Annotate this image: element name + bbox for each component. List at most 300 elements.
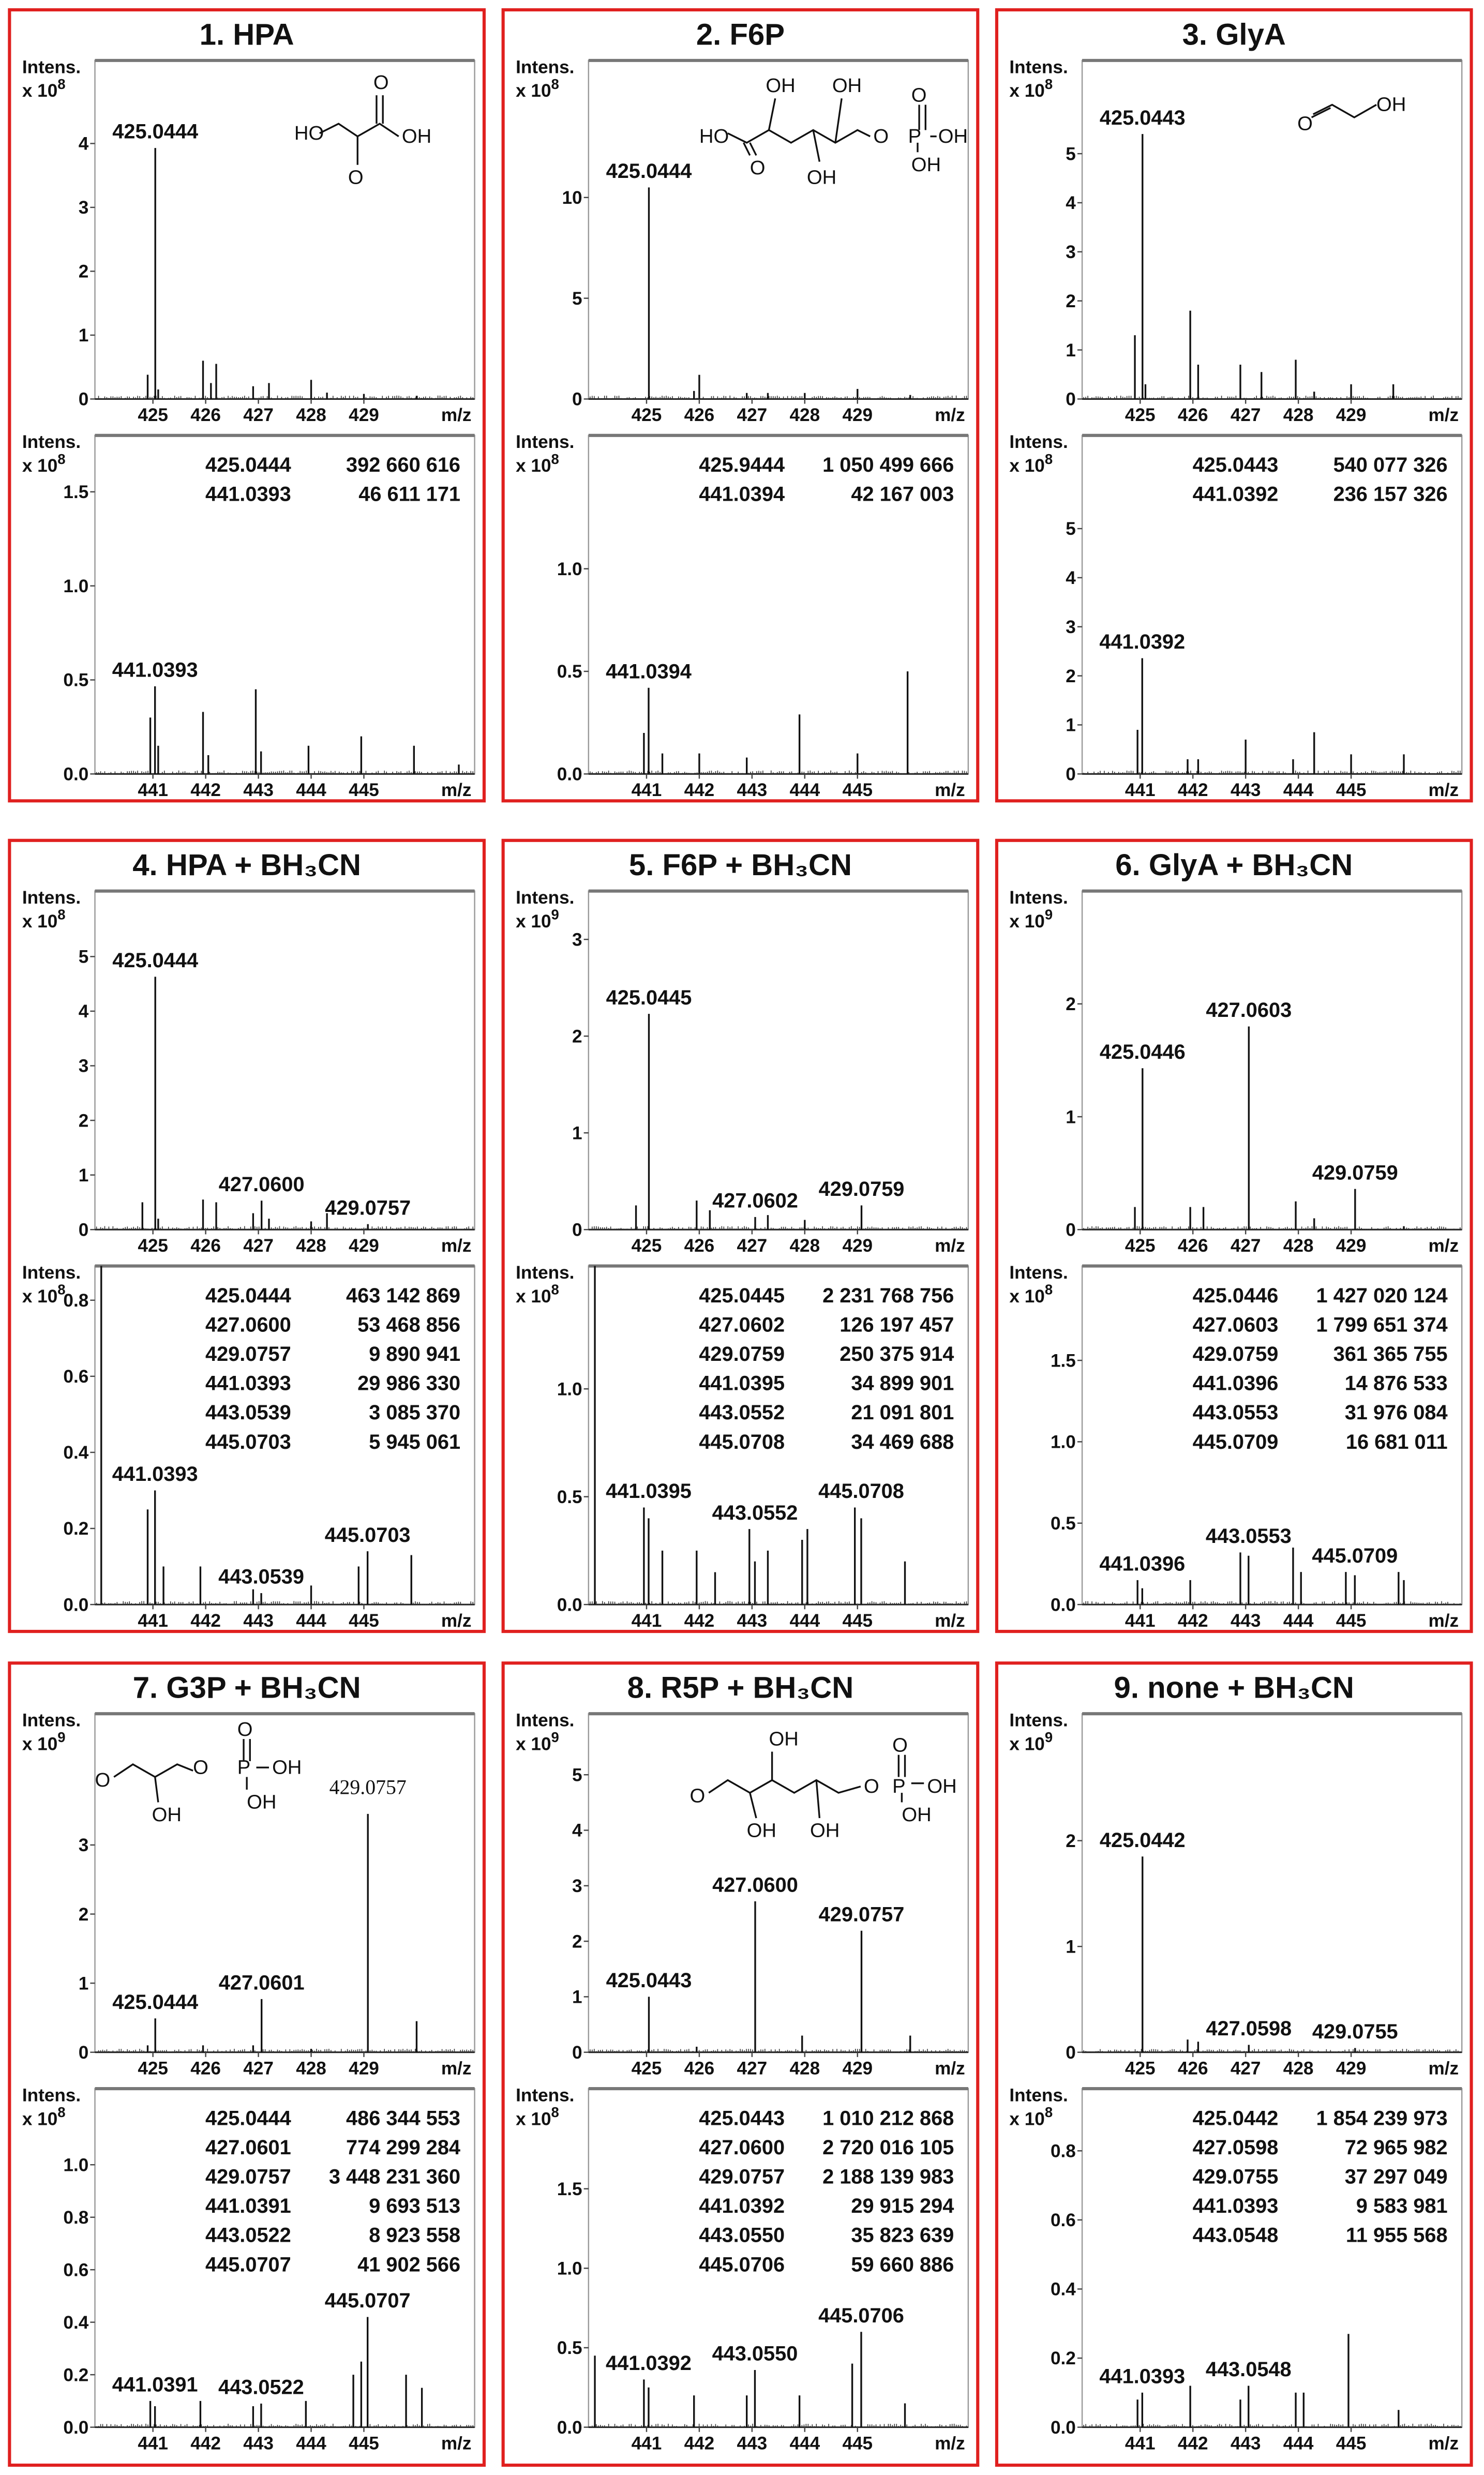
multiplier-exponent: 8 <box>57 76 66 92</box>
peak-label: 443.0553 <box>1205 1525 1292 1548</box>
peak-label: 429.0755 <box>1312 2020 1398 2044</box>
y-tick-label: 0.0 <box>63 764 89 785</box>
x-axis-unit: m/z <box>935 1610 965 1631</box>
y-tick-label: 1.5 <box>63 482 89 503</box>
y-tick-label: 0.4 <box>63 1443 89 1463</box>
y-tick-label: 2 <box>1066 291 1076 311</box>
x-tick-label: 442 <box>190 780 221 801</box>
multiplier-exponent: 8 <box>551 2104 559 2121</box>
y-tick-label: 0.8 <box>63 1290 89 1311</box>
y-tick-label: 1 <box>572 1123 582 1144</box>
x-tick-label: 445 <box>842 1610 873 1631</box>
x-tick-label: 443 <box>737 2433 768 2454</box>
table-mz: 443.0539 <box>205 1401 291 1424</box>
atom-label: O <box>95 1768 111 1791</box>
y-tick-label: 5 <box>572 1765 582 1786</box>
peak-label: 425.0444 <box>112 1990 199 2014</box>
x-tick-label: 445 <box>842 2433 873 2454</box>
table-intensity: 31 976 084 <box>1344 1401 1448 1424</box>
multiplier-base: x 10 <box>516 1286 551 1307</box>
peak-label: 441.0391 <box>112 2373 198 2396</box>
y-tick-label: 1 <box>78 1165 89 1186</box>
x-tick-label: 441 <box>138 2433 169 2454</box>
y-tick-label: 1 <box>1066 715 1076 736</box>
x-tick-label: 425 <box>138 1236 169 1256</box>
peak-label: 441.0393 <box>1099 2365 1186 2388</box>
table-mz: 427.0600 <box>699 2136 785 2159</box>
y-tick-label: 1 <box>78 1973 89 1994</box>
multiplier-exponent: 8 <box>57 1281 66 1298</box>
x-tick-label: 441 <box>138 1610 169 1631</box>
peak-label: 425.0446 <box>1099 1040 1186 1063</box>
x-tick-label: 428 <box>789 405 820 426</box>
y-tick-label: 2 <box>78 1111 89 1131</box>
peak-label: 443.0522 <box>218 2376 304 2399</box>
x-tick-label: 445 <box>349 1610 379 1631</box>
peak-label: 427.0602 <box>712 1189 798 1212</box>
multiplier-exponent: 9 <box>551 1729 559 1746</box>
x-tick-label: 444 <box>296 2433 326 2454</box>
multiplier-base: x 10 <box>516 911 551 932</box>
table-mz: 443.0548 <box>1192 2224 1279 2247</box>
x-tick-label: 445 <box>349 780 379 801</box>
atom-label: O <box>689 1784 706 1807</box>
atom-label: O <box>1297 112 1313 135</box>
x-axis-unit: m/z <box>935 780 965 801</box>
table-mz: 425.0446 <box>1192 1284 1279 1307</box>
x-tick-label: 425 <box>1125 2058 1156 2079</box>
y-tick-label: 1.0 <box>1050 1432 1076 1452</box>
y-tick-label: 0.8 <box>63 2207 89 2228</box>
panel-1 <box>9 10 484 801</box>
multiplier-base: x 10 <box>1009 1286 1045 1307</box>
multiplier-exponent: 9 <box>551 906 559 923</box>
multiplier-base: x 10 <box>1009 81 1045 101</box>
x-tick-label: 443 <box>1230 780 1261 801</box>
table-intensity: 236 157 326 <box>1333 483 1448 506</box>
y-tick-label: 2 <box>78 261 89 282</box>
y-tick-label: 0.6 <box>1050 2210 1076 2231</box>
y-axis-label: Intens. <box>1009 1710 1068 1731</box>
table-mz: 443.0550 <box>699 2224 785 2247</box>
plot-frame <box>589 61 968 399</box>
x-tick-label: 443 <box>737 780 768 801</box>
panel-title: 3. GlyA <box>1182 18 1286 52</box>
x-tick-label: 426 <box>190 2058 221 2079</box>
y-axis-label: Intens. <box>516 432 575 453</box>
y-tick-label: 5 <box>78 947 89 967</box>
x-tick-label: 441 <box>1125 1610 1156 1631</box>
table-intensity: 9 890 941 <box>369 1343 461 1366</box>
table-intensity: 21 091 801 <box>851 1401 954 1424</box>
multiplier-base: x 10 <box>516 81 551 101</box>
y-tick-label: 0.0 <box>1050 1595 1076 1615</box>
multiplier-base: x 10 <box>22 1286 58 1307</box>
y-tick-label: 1.0 <box>63 2155 89 2176</box>
y-tick-label: 5 <box>572 288 582 309</box>
x-tick-label: 428 <box>1283 2058 1314 2079</box>
multiplier-exponent: 8 <box>1044 76 1053 92</box>
y-tick-label: 3 <box>572 1876 582 1897</box>
table-mz: 425.0443 <box>699 2107 785 2130</box>
x-tick-label: 428 <box>789 2058 820 2079</box>
table-mz: 441.0394 <box>699 483 785 506</box>
atom-label: HO <box>699 125 729 147</box>
table-mz: 441.0392 <box>1192 483 1279 506</box>
table-intensity: 53 468 856 <box>357 1313 461 1337</box>
panel-title: 4. HPA + BH₃CN <box>132 848 362 882</box>
table-intensity: 3 448 231 360 <box>328 2165 461 2188</box>
y-axis-label: Intens. <box>516 1263 575 1283</box>
x-tick-label: 429 <box>349 405 379 426</box>
x-tick-label: 426 <box>190 1236 221 1256</box>
peak-label: 441.0393 <box>112 1463 198 1486</box>
table-intensity: 29 986 330 <box>357 1372 461 1395</box>
x-tick-label: 442 <box>1177 1610 1208 1631</box>
table-mz: 429.0755 <box>1192 2165 1279 2188</box>
x-tick-label: 442 <box>190 1610 221 1631</box>
peak-label: 429.0757 <box>325 1196 411 1220</box>
table-intensity: 41 902 566 <box>357 2253 461 2276</box>
x-tick-label: 425 <box>1125 405 1156 426</box>
peak-label: 445.0703 <box>324 1523 411 1547</box>
x-tick-label: 427 <box>737 1236 768 1256</box>
x-axis-unit: m/z <box>441 2058 472 2079</box>
peak-label: 425.0444 <box>112 120 199 143</box>
y-tick-label: 4 <box>78 1001 89 1022</box>
table-mz: 427.0598 <box>1192 2136 1279 2159</box>
multiplier-base: x 10 <box>1009 911 1045 932</box>
y-tick-label: 10 <box>562 188 582 208</box>
y-tick-label: 0.5 <box>1050 1513 1076 1534</box>
y-tick-label: 0 <box>78 2042 89 2063</box>
atom-label: O <box>750 157 766 179</box>
x-axis-unit: m/z <box>935 2433 965 2454</box>
peak-label: 445.0706 <box>818 2304 904 2327</box>
table-intensity: 9 583 981 <box>1356 2195 1448 2218</box>
y-axis-label: Intens. <box>22 888 81 908</box>
x-tick-label: 444 <box>1283 1610 1314 1631</box>
table-intensity: 5 945 061 <box>369 1430 461 1453</box>
multiplier-base: x 10 <box>22 911 58 932</box>
table-intensity: 1 854 239 973 <box>1316 2107 1448 2130</box>
y-tick-label: 2 <box>1066 666 1076 686</box>
atom-label: O <box>873 125 889 147</box>
y-axis-label: Intens. <box>1009 1263 1068 1283</box>
table-mz: 427.0602 <box>699 1313 785 1337</box>
table-intensity: 463 142 869 <box>346 1284 461 1307</box>
multiplier-exponent: 8 <box>551 451 559 467</box>
y-tick-label: 0 <box>1066 764 1076 785</box>
y-axis-label: Intens. <box>516 2085 575 2106</box>
y-tick-label: 0 <box>572 389 582 410</box>
y-axis-label: Intens. <box>516 1710 575 1731</box>
y-tick-label: 0.0 <box>63 2417 89 2438</box>
x-tick-label: 442 <box>684 1610 715 1631</box>
x-tick-label: 426 <box>1177 2058 1208 2079</box>
table-intensity: 2 231 768 756 <box>822 1284 954 1307</box>
x-tick-label: 441 <box>1125 2433 1156 2454</box>
table-mz: 427.0601 <box>205 2136 291 2159</box>
panel-9 <box>997 1663 1472 2465</box>
x-axis-unit: m/z <box>1428 1610 1459 1631</box>
peak-label: 425.0444 <box>112 949 199 972</box>
atom-label: P <box>237 1756 251 1779</box>
peak-label: 425.0443 <box>1099 106 1186 129</box>
table-intensity: 1 799 651 374 <box>1316 1313 1448 1337</box>
atom-label: OH <box>927 1775 957 1798</box>
table-intensity: 540 077 326 <box>1333 454 1448 477</box>
table-intensity: 72 965 982 <box>1344 2136 1448 2159</box>
y-tick-label: 1 <box>572 1987 582 2007</box>
y-tick-label: 1.5 <box>557 2179 582 2199</box>
x-axis-unit: m/z <box>1428 2058 1459 2079</box>
y-tick-label: 2 <box>78 1904 89 1925</box>
x-tick-label: 426 <box>190 405 221 426</box>
table-intensity: 16 681 011 <box>1345 1430 1448 1453</box>
table-intensity: 2 188 139 983 <box>822 2165 954 2188</box>
table-mz: 425.0444 <box>205 454 291 477</box>
peak-label: 425.0443 <box>606 1969 692 1992</box>
table-intensity: 34 469 688 <box>851 1430 954 1453</box>
table-intensity: 774 299 284 <box>346 2136 461 2159</box>
atom-label: OH <box>247 1791 277 1813</box>
y-tick-label: 4 <box>1066 568 1076 589</box>
atom-label: OH <box>272 1756 302 1779</box>
table-mz: 425.9444 <box>699 454 785 477</box>
multiplier-base: x 10 <box>516 1734 551 1754</box>
x-axis-unit: m/z <box>441 1236 472 1256</box>
plot-frame <box>589 891 968 1230</box>
table-intensity: 1 050 499 666 <box>822 454 954 477</box>
x-tick-label: 426 <box>684 2058 715 2079</box>
panel-title: 8. R5P + BH₃CN <box>627 1671 854 1705</box>
y-tick-label: 0.0 <box>557 2417 582 2438</box>
table-intensity: 361 365 755 <box>1333 1343 1448 1366</box>
x-tick-label: 427 <box>737 2058 768 2079</box>
table-mz: 429.0759 <box>699 1343 785 1366</box>
x-tick-label: 442 <box>684 2433 715 2454</box>
panel-title: 9. none + BH₃CN <box>1114 1671 1354 1705</box>
x-tick-label: 442 <box>684 780 715 801</box>
table-mz: 441.0391 <box>205 2195 291 2218</box>
x-axis-unit: m/z <box>1428 1236 1459 1256</box>
y-axis-label: Intens. <box>22 57 81 78</box>
x-tick-label: 428 <box>1283 1236 1314 1256</box>
x-tick-label: 429 <box>842 405 873 426</box>
table-intensity: 59 660 886 <box>851 2253 954 2276</box>
multiplier-exponent: 8 <box>551 1281 559 1298</box>
x-tick-label: 427 <box>1230 405 1261 426</box>
table-mz: 441.0393 <box>205 1372 291 1395</box>
y-tick-label: 0.2 <box>63 1519 89 1539</box>
x-tick-label: 429 <box>349 1236 379 1256</box>
x-tick-label: 441 <box>1125 780 1156 801</box>
x-tick-label: 428 <box>296 2058 326 2079</box>
x-tick-label: 444 <box>789 2433 820 2454</box>
atom-label: OH <box>810 1819 840 1842</box>
x-tick-label: 427 <box>243 1236 274 1256</box>
y-tick-label: 2 <box>572 1931 582 1952</box>
panel-5 <box>503 841 978 1631</box>
y-tick-label: 2 <box>572 1026 582 1047</box>
peak-label: 429.0759 <box>818 1178 905 1201</box>
x-axis-unit: m/z <box>1428 2433 1459 2454</box>
y-tick-label: 3 <box>572 929 582 950</box>
x-tick-label: 441 <box>631 1610 662 1631</box>
x-tick-label: 427 <box>243 405 274 426</box>
peak-label: 441.0395 <box>606 1480 692 1503</box>
y-tick-label: 0.5 <box>557 1487 582 1507</box>
table-intensity: 3 085 370 <box>369 1401 461 1424</box>
peak-label: 429.0759 <box>1312 1161 1398 1184</box>
multiplier-base: x 10 <box>22 2109 58 2129</box>
multiplier-exponent: 8 <box>1044 1281 1053 1298</box>
x-tick-label: 444 <box>1283 2433 1314 2454</box>
table-intensity: 486 344 553 <box>346 2107 461 2130</box>
panel-3 <box>997 10 1472 801</box>
peak-label: 443.0539 <box>218 1565 304 1588</box>
y-tick-label: 1.0 <box>557 1379 582 1400</box>
atom-label: P <box>908 125 922 147</box>
y-tick-label: 3 <box>78 1056 89 1076</box>
y-tick-label: 0 <box>572 1220 582 1240</box>
table-intensity: 8 923 558 <box>369 2224 461 2247</box>
table-mz: 427.0600 <box>205 1313 291 1337</box>
table-mz: 443.0553 <box>1192 1401 1279 1424</box>
multiplier-base: x 10 <box>1009 456 1045 476</box>
x-tick-label: 442 <box>1177 780 1208 801</box>
x-axis-unit: m/z <box>935 2058 965 2079</box>
y-tick-label: 2 <box>1066 994 1076 1015</box>
panel-6 <box>997 841 1472 1631</box>
table-mz: 441.0393 <box>1192 2195 1279 2218</box>
multiplier-base: x 10 <box>1009 1734 1045 1754</box>
table-mz: 429.0759 <box>1192 1343 1279 1366</box>
x-tick-label: 428 <box>296 405 326 426</box>
y-tick-label: 0 <box>78 1220 89 1240</box>
panel-title: 6. GlyA + BH₃CN <box>1115 848 1353 882</box>
x-tick-label: 425 <box>631 405 662 426</box>
peak-label: 441.0393 <box>112 658 198 682</box>
atom-label: OH <box>401 125 432 147</box>
x-tick-label: 445 <box>1336 780 1367 801</box>
table-mz: 445.0706 <box>699 2253 785 2276</box>
x-tick-label: 443 <box>243 1610 274 1631</box>
x-tick-label: 425 <box>631 1236 662 1256</box>
atom-label: OH <box>832 74 862 97</box>
atom-label: OH <box>902 1804 932 1826</box>
x-tick-label: 442 <box>190 2433 221 2454</box>
table-intensity: 29 915 294 <box>851 2195 954 2218</box>
table-intensity: 37 297 049 <box>1344 2165 1448 2188</box>
multiplier-exponent: 8 <box>1044 451 1053 467</box>
y-tick-label: 0.4 <box>63 2312 89 2333</box>
x-axis-unit: m/z <box>441 1610 472 1631</box>
multiplier-base: x 10 <box>22 456 58 476</box>
atom-label: O <box>373 71 389 94</box>
table-mz: 445.0707 <box>205 2253 291 2276</box>
table-mz: 425.0445 <box>699 1284 785 1307</box>
table-mz: 425.0444 <box>205 1284 291 1307</box>
x-tick-label: 426 <box>1177 1236 1208 1256</box>
x-tick-label: 443 <box>243 2433 274 2454</box>
peak-label: 425.0442 <box>1099 1828 1186 1852</box>
peak-label: 445.0708 <box>818 1480 904 1503</box>
atom-label: O <box>892 1734 908 1757</box>
atom-label: P <box>892 1775 906 1798</box>
y-tick-label: 1.0 <box>557 2258 582 2279</box>
table-intensity: 42 167 003 <box>851 483 954 506</box>
atom-label: HO <box>294 122 324 144</box>
y-tick-label: 3 <box>78 1835 89 1856</box>
x-tick-label: 429 <box>1336 405 1367 426</box>
y-axis-label: Intens. <box>22 432 81 453</box>
peak-label: 427.0603 <box>1206 999 1292 1022</box>
x-axis-unit: m/z <box>441 405 472 426</box>
multiplier-exponent: 8 <box>57 2104 66 2121</box>
table-mz: 429.0757 <box>205 2165 291 2188</box>
panel-title: 1. HPA <box>199 18 294 52</box>
peak-label: 429.0757 <box>818 1903 905 1926</box>
peak-label: 425.0445 <box>606 986 692 1009</box>
x-axis-unit: m/z <box>441 780 472 801</box>
table-mz: 425.0442 <box>1192 2107 1279 2130</box>
y-tick-label: 5 <box>1066 519 1076 539</box>
table-intensity: 2 720 016 105 <box>822 2136 954 2159</box>
multiplier-base: x 10 <box>516 2109 551 2129</box>
y-tick-label: 0.5 <box>63 670 89 691</box>
y-tick-label: 0.4 <box>1050 2279 1076 2300</box>
table-mz: 429.0757 <box>205 1343 291 1366</box>
table-intensity: 14 876 533 <box>1344 1372 1448 1395</box>
y-tick-label: 0 <box>1066 1220 1076 1240</box>
y-tick-label: 1.5 <box>1050 1351 1076 1371</box>
plot-frame <box>1082 1714 1462 2052</box>
y-axis-label: Intens. <box>1009 2085 1068 2106</box>
x-tick-label: 429 <box>1336 2058 1367 2079</box>
x-tick-label: 443 <box>1230 1610 1261 1631</box>
y-tick-label: 0.8 <box>1050 2141 1076 2162</box>
table-mz: 443.0552 <box>699 1401 785 1424</box>
x-tick-label: 444 <box>1283 780 1314 801</box>
x-tick-label: 425 <box>631 2058 662 2079</box>
multiplier-exponent: 8 <box>551 76 559 92</box>
table-mz: 429.0757 <box>699 2165 785 2188</box>
x-axis-unit: m/z <box>1428 405 1459 426</box>
table-intensity: 1 010 212 868 <box>822 2107 954 2130</box>
x-axis-unit: m/z <box>1428 780 1459 801</box>
y-axis-label: Intens. <box>516 57 575 78</box>
x-tick-label: 427 <box>1230 1236 1261 1256</box>
table-intensity: 250 375 914 <box>840 1343 954 1366</box>
y-tick-label: 0 <box>572 2042 582 2063</box>
table-mz: 441.0392 <box>699 2195 785 2218</box>
x-tick-label: 427 <box>1230 2058 1261 2079</box>
y-tick-label: 5 <box>1066 144 1076 164</box>
peak-label: 441.0394 <box>606 660 692 683</box>
peak-label: 427.0600 <box>712 1873 798 1897</box>
table-intensity: 34 899 901 <box>851 1372 954 1395</box>
y-tick-label: 1.0 <box>557 559 582 579</box>
multiplier-exponent: 8 <box>57 451 66 467</box>
x-tick-label: 443 <box>1230 2433 1261 2454</box>
multiplier-base: x 10 <box>1009 2109 1045 2129</box>
y-tick-label: 1 <box>1066 1937 1076 1957</box>
y-tick-label: 0.5 <box>557 662 582 682</box>
x-tick-label: 444 <box>296 1610 326 1631</box>
table-intensity: 9 693 513 <box>369 2195 461 2218</box>
